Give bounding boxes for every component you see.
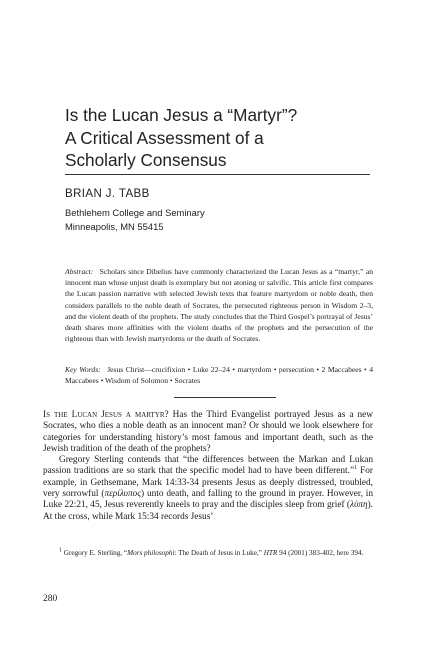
paragraph-1-text: Has the Third Evangelist portrayed Jesus as a new Socrates, who dies a noble death as an innocent man? Or should we look elsewhere for categories for understanding history’s most famous and important death, such as the Jewish tradition of the death of the prophets? xyxy=(43,410,373,454)
footnote-part-a: Gregory E. Sterling, “ xyxy=(62,549,128,557)
author-institution: Bethlehem College and Seminary xyxy=(65,207,205,218)
paragraph-1 xyxy=(43,410,373,455)
footnote-reference: 1 xyxy=(354,465,358,472)
page-number: 280 xyxy=(43,594,58,604)
footnote-italic-2: HTR xyxy=(263,549,278,557)
title-rule xyxy=(65,174,370,175)
section-divider xyxy=(174,397,276,398)
keywords xyxy=(65,364,373,386)
article-title xyxy=(65,104,385,172)
opening-smallcaps: Is the Lucan Jesus a martyr? xyxy=(43,410,169,420)
paragraph-2-part-b: For example, in Gethsemane, Mark 14:33-34 presents Jesus as deeply distressed, troubled, very sorrowful ( xyxy=(43,466,373,500)
abstract xyxy=(65,266,373,344)
footnote-part-b: : The Death of Jesus in Luke,” xyxy=(174,549,264,557)
author-name: BRIAN J. TABB xyxy=(65,188,150,200)
greek-term-2: λύπη xyxy=(350,500,368,511)
paragraph-2-part-d: ). At the cross, while Mark 15:34 records Jesus’ xyxy=(43,500,373,522)
paragraph-2-part-a: Gregory Sterling contends that “the differences between the Markan and Lukan passion traditions are so stark that the specific model had to have been different.” xyxy=(43,455,373,477)
greek-term-1: περίλυπος xyxy=(104,489,142,500)
footnote-part-c: 94 (2001) 383-402, here 394. xyxy=(277,549,364,557)
footnote-number: 1 xyxy=(59,547,62,554)
title-line-2: A Critical Assessment of a xyxy=(65,127,264,148)
abstract-label: Abstract: xyxy=(65,267,94,276)
footnote xyxy=(43,548,373,559)
title-line-3: Scholarly Consensus xyxy=(65,150,227,170)
footnote-italic-1: Mors philosophi xyxy=(127,549,175,557)
body-text xyxy=(43,410,373,523)
keywords-text: Jesus Christ—crucifixion • Luke 22–24 • martyrdom • persecution • 2 Maccabees • 4 Maccabees • Wisdom of Solomon • Socrates xyxy=(65,365,373,386)
keywords-label: Key Words: xyxy=(65,365,101,374)
paragraph-2 xyxy=(43,455,373,523)
abstract-text: Scholars since Dibelius have commonly characterized the Lucan Jesus as a “martyr,” an innocent man whose unjust death is exemplary but not atoning or salvific. This article first compares the Lucan passion narrative with selected Jewish texts that feature martyrdom or noble death, then considers parallels to the noble death of Socrates, the persecuted righteous person in Wisdom 2–3, and the violent death of the prophets. The study concludes that the Third Gospel’s portrayal of Jesus’ death shares more affinities with the violent deaths of the prophets and the persecution of the righteous than with Jewish martyrdoms or the death of Socrates. xyxy=(65,267,373,344)
title-line-1: Is the Lucan Jesus a “Martyr”? xyxy=(65,105,298,125)
author-location: Minneapolis, MN 55415 xyxy=(65,221,164,232)
paragraph-2-part-c: ) unto death, and falling to the ground in prayer. However, in Luke 22:21, 45, Jesus reverently kneels to pray and the disciples sleep from grief ( xyxy=(43,489,373,511)
